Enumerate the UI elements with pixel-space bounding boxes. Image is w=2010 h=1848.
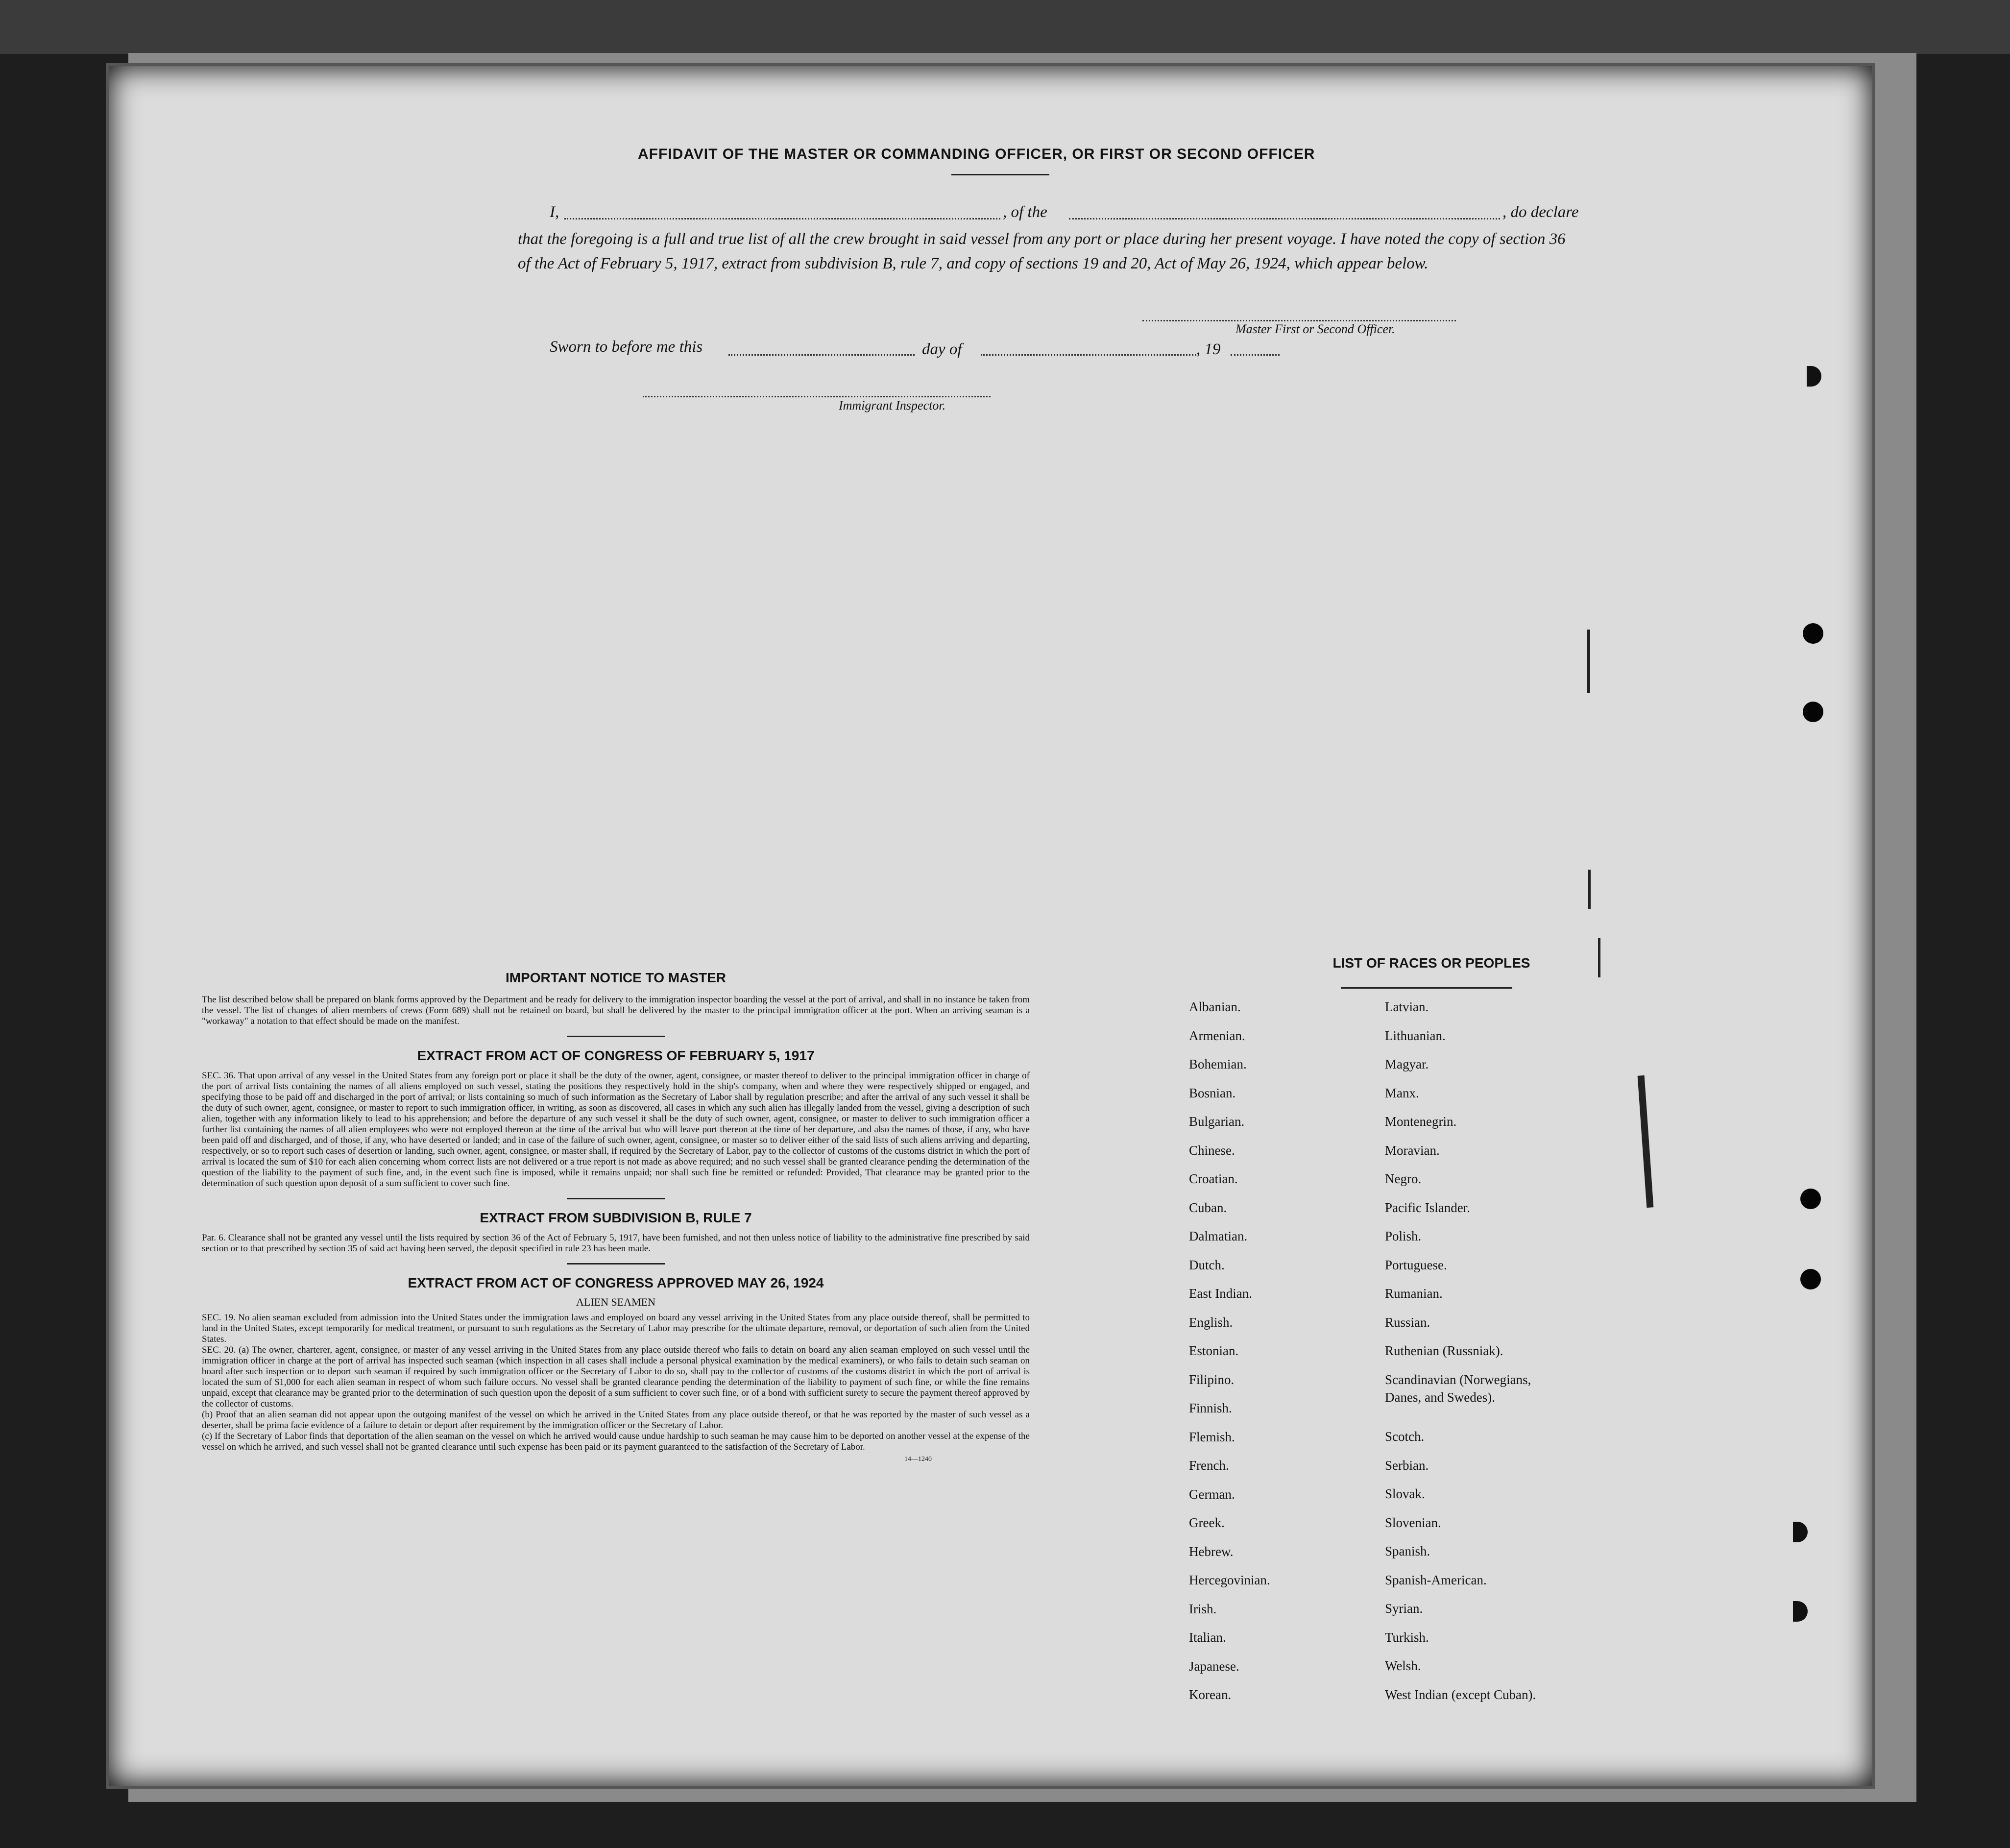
handwritten-mark xyxy=(1598,938,1600,977)
race-item: Greek. xyxy=(1189,1515,1225,1530)
race-item: Welsh. xyxy=(1385,1658,1421,1673)
race-item: Ruthenian (Russniak). xyxy=(1385,1343,1503,1358)
handwritten-mark xyxy=(1638,1075,1654,1208)
binder-hole xyxy=(1800,1189,1821,1209)
race-item: Portuguese. xyxy=(1385,1257,1447,1272)
race-item: Bulgarian. xyxy=(1189,1114,1245,1129)
year-text: , 19 xyxy=(1196,340,1221,358)
binder-hole xyxy=(1800,1269,1821,1289)
subdiv-b-text: Par. 6. Clearance shall not be granted any vessel until the lists required by section 36 of the Act of February 5, 1917, have been furnished, and not then unless notice of liability to the administrative fine prescribed by said section or to that prescribed by section 35 of said act having been served, the deposit specified in rule 23 has been made. xyxy=(202,1233,1030,1254)
race-item: Magyar. xyxy=(1385,1057,1429,1071)
race-item: Moravian. xyxy=(1385,1143,1440,1158)
race-item: Rumanian. xyxy=(1385,1286,1443,1301)
affidavit-body: that the foregoing is a full and true list of all the crew brought in said vessel from any port or place during her present voyage. I have noted the copy of section 36 of the Act of February 5, 1917, extract from subdivision B, rule 7, and copy of sections 19 and 20, Act of May 26, 1924, which appear below. xyxy=(518,230,1566,272)
extract-1917-text: SEC. 36. That upon arrival of any vessel in the United States from any foreign port or place it shall be the duty of the owner, agent, consignee, or master thereof to deliver to the principal immigration officer in charge of the port of arrival lists containing the names of all aliens employed on such vessel, stating the positions they respectively hold in the ship's company, when and where they were respectively shipped or engaged, and specifying those to be paid off and discharged in the port of arrival; or lists containing so much of such information as the Secretary of Labor shall by regulation prescribe; and after the arrival of any such vessel it shall be the duty of such owner, agent, consignee, or master to report to such immigration officer, in writing, as soon as discovered, all cases in which any such alien has illegally landed from the vessel, giving a description of such alien, together with any information likely to lead to his apprehension; and before the departure of any such vessel it shall be the duty of such owner, agent, consignee, or master to deliver to such immigration officer a further list containing the names of all alien employees who were not employed thereon at the time of the arrival but who will leave port thereon at the time of her departure, and also the names of those, if any, who have been paid off and discharged, and of those, if any, who have deserted or landed; and in case of the failure of such owner, agent, consignee, or master so to deliver either of the said lists of such aliens arriving and departing, respectively, or so to report such cases of desertion or landing, such owner, agent, consignee, or master shall, if required by the Secretary of Labor, pay to the collector of customs of the customs district in which the port of arrival is located the sum of $10 for each alien concerning whom correct lists are not delivered or a true report is not made as above required; and no such vessel shall be granted clearance pending the determination of the question of the liability to the payment of such fine, and, in the event such fine is imposed, while it remains unpaid; nor shall such fine be remitted or refunded: Provided, That clearance may be granted prior to the determination of such question upon deposit of a sum sufficient to cover such fine. xyxy=(202,1070,1030,1189)
handwritten-mark xyxy=(1588,870,1591,909)
binder-hole xyxy=(1803,623,1823,644)
extract-1924-title: EXTRACT FROM ACT OF CONGRESS APPROVED MAY 26, 1924 xyxy=(408,1275,824,1290)
sec19-text: SEC. 19. No alien seaman excluded from admission into the United States under the immigration laws and employed on board any vessel arriving in the United States from any place outside thereof, shall be permitted to land in the United States, except temporarily for medical treatment, or pursuant to such regulations as the Secretary of Labor may prescribe for the ultimate departure, removal, or deportation of such alien from the United States. xyxy=(202,1313,1030,1344)
races-underline xyxy=(1341,987,1512,989)
race-item: Bosnian. xyxy=(1189,1085,1236,1100)
race-item: Bohemian. xyxy=(1189,1057,1247,1071)
race-item: Chinese. xyxy=(1189,1143,1235,1158)
race-item: Armenian. xyxy=(1189,1028,1245,1043)
handwritten-mark xyxy=(1587,630,1590,693)
race-item: Filipino. xyxy=(1189,1372,1235,1387)
race-item: Russian. xyxy=(1385,1314,1430,1330)
divider xyxy=(567,1198,665,1199)
race-item: Scandinavian (Norwegians, xyxy=(1385,1372,1531,1387)
day-of-text: day of xyxy=(922,340,962,358)
inspector-label: Immigrant Inspector. xyxy=(839,398,946,413)
race-item: Korean. xyxy=(1189,1687,1232,1702)
master-signature-line[interactable] xyxy=(1142,320,1456,321)
divider xyxy=(567,1263,665,1264)
form-sheet xyxy=(109,66,1872,1786)
affidavit-i: I, xyxy=(550,203,559,221)
race-item: Italian. xyxy=(1189,1630,1226,1645)
race-item: Montenegrin. xyxy=(1385,1114,1457,1129)
sworn-day-line[interactable] xyxy=(728,354,915,356)
race-item: Manx. xyxy=(1385,1085,1419,1100)
notice-title: IMPORTANT NOTICE TO MASTER xyxy=(505,970,727,985)
race-item: Croatian. xyxy=(1189,1171,1238,1186)
race-item: Hercegovinian. xyxy=(1189,1573,1270,1587)
race-item: Cuban. xyxy=(1189,1200,1227,1215)
title-underline xyxy=(951,174,1049,175)
sworn-month-line[interactable] xyxy=(981,354,1196,356)
race-item: German. xyxy=(1189,1486,1235,1502)
affidavit-do-declare: , do declare xyxy=(1502,203,1579,221)
race-item: Pacific Islander. xyxy=(1385,1200,1470,1215)
race-item: Flemish. xyxy=(1189,1429,1235,1444)
race-item: Hebrew. xyxy=(1189,1544,1234,1559)
races-title: LIST OF RACES OR PEOPLES xyxy=(1332,955,1530,971)
race-item: Spanish-American. xyxy=(1385,1572,1487,1587)
race-item: Scotch. xyxy=(1385,1429,1425,1444)
sec20b-text: (b) Proof that an alien seaman did not appear upon the outgoing manifest of the vessel on which he arrived in the United States from any place outside thereof, or that he was reported by the master of such vessel as a deserter, shall be prima facie evidence of a failure to detain or deport after requirement by the immigration officer or the Secretary of Labor. xyxy=(202,1410,1030,1431)
race-item: Japanese. xyxy=(1189,1658,1239,1674)
race-item: Spanish. xyxy=(1385,1544,1430,1558)
race-item: Slovak. xyxy=(1385,1486,1425,1501)
affidavit-title: AFFIDAVIT OF THE MASTER OR COMMANDING OFFICER, OR FIRST OR SECOND OFFICER xyxy=(638,146,1315,162)
race-item: Lithuanian. xyxy=(1385,1028,1446,1043)
race-item: Irish. xyxy=(1189,1601,1217,1616)
race-item: East Indian. xyxy=(1189,1286,1252,1301)
race-item: Dutch. xyxy=(1189,1257,1225,1272)
sec20c-text: (c) If the Secretary of Labor finds that deportation of the alien seaman on the vessel on which he arrived would cause undue hardship to such seaman he may cause him to be deported on another vessel at the expense of the vessel on which he arrived, and such vessel shall not be granted clearance until such expense has been paid or its payment guaranteed to the satisfaction of the Secretary of Labor. xyxy=(202,1431,1030,1452)
race-item: Latvian. xyxy=(1385,999,1429,1014)
name-field-line[interactable] xyxy=(564,218,1000,219)
race-item: Danes, and Swedes). xyxy=(1385,1389,1495,1405)
divider xyxy=(567,1036,665,1037)
race-item: Finnish. xyxy=(1189,1401,1232,1415)
master-label: Master First or Second Officer. xyxy=(1235,322,1395,336)
race-item: Polish. xyxy=(1385,1229,1422,1243)
race-item: West Indian (except Cuban). xyxy=(1385,1687,1536,1702)
alien-seamen-subtitle: ALIEN SEAMEN xyxy=(576,1296,655,1308)
vessel-field-line[interactable] xyxy=(1069,218,1500,219)
race-item: French. xyxy=(1189,1458,1229,1473)
inspector-signature-line[interactable] xyxy=(643,396,991,397)
subdiv-b-title: EXTRACT FROM SUBDIVISION B, RULE 7 xyxy=(480,1210,752,1225)
notice-text: The list described below shall be prepared on blank forms approved by the Department and be ready for delivery to the immigration inspector boarding the vessel at the port of arrival, and shall in no instance be taken from the vessel. The list of changes of alien members of crews (Form 689) shall not be retained on board, but shall be delivered by the master to the principal immigration officer at the port. When an arriving seaman is a "workaway" a notation to that effect should be made on the manifest. xyxy=(202,995,1030,1026)
sec20a-text: SEC. 20. (a) The owner, charterer, agent, consignee, or master of any vessel arriving in the United States from any place outside thereof who fails to detain on board any alien seaman employed on such vessel until the immigration officer in charge at the port of arrival has inspected such seaman (which inspection in all cases shall include a personal physical examination by the medical examiners), or who fails to detain such seaman on board after such inspection or to deport such seaman if required by such immigration officer or the Secretary of Labor to do so, shall pay to the collector of customs of the customs district in which the port of arrival is located the sum of $1,000 for each alien seaman in respect of whom such failure occurs. No vessel shall be granted clearance pending the determination of the liability to payment of such fine, or while the fine remains unpaid, except that clearance may be granted prior to the determination of such question upon the deposit of a sum sufficient to cover such fine, or of a bond with sufficient surety to secure the payment thereof approved by the collector of customs. xyxy=(202,1345,1030,1409)
legal-column xyxy=(202,970,1030,1463)
affidavit-of-the: , of the xyxy=(1003,203,1047,221)
race-item: Albanian. xyxy=(1189,999,1241,1014)
race-item: English. xyxy=(1189,1314,1233,1330)
scan-border-top xyxy=(0,0,2010,54)
race-item: Turkish. xyxy=(1385,1629,1429,1645)
extract-1917-title: EXTRACT FROM ACT OF CONGRESS OF FEBRUARY 5, 1917 xyxy=(417,1048,815,1063)
race-item: Serbian. xyxy=(1385,1458,1429,1473)
race-item: Negro. xyxy=(1385,1171,1422,1186)
race-item: Estonian. xyxy=(1189,1343,1239,1358)
race-item: Syrian. xyxy=(1385,1601,1423,1616)
sworn-text: Sworn to before me this xyxy=(550,338,703,356)
race-item: Dalmatian. xyxy=(1189,1229,1248,1243)
form-number: 14—1240 xyxy=(904,1456,932,1463)
binder-hole xyxy=(1803,702,1823,722)
sworn-year-line[interactable] xyxy=(1231,354,1280,356)
race-item: Slovenian. xyxy=(1385,1515,1441,1530)
